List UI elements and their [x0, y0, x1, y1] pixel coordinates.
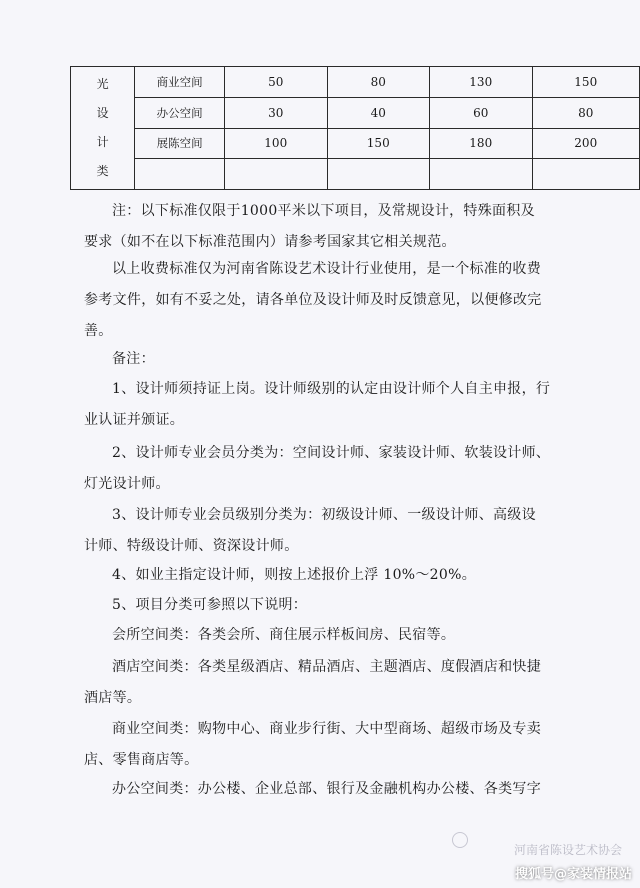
empty-cell: [532, 159, 640, 190]
category-char: 类: [96, 164, 109, 178]
fee-value: 30: [225, 97, 328, 128]
remark-5: 5、项目分类可参照以下说明：: [112, 597, 308, 613]
empty-cell: [225, 159, 328, 190]
fee-value: 200: [532, 128, 640, 159]
remark-1: 1、设计师须持证上岗。设计师级别的认定由设计师个人自主申报，行 业认证并颁证。: [84, 381, 551, 428]
fee-value: 130: [430, 67, 533, 98]
remark-2: 2、设计师专业会员分类为：空间设计师、家装设计师、软装设计师、 灯光设计师。: [84, 445, 551, 492]
row-name: 商业空间: [135, 67, 225, 98]
fee-table: [70, 66, 640, 190]
row-name: 展陈空间: [135, 128, 225, 159]
category-cell: [71, 67, 135, 190]
remark-4: 4、如业主指定设计师，则按上述报价上浮 10%～20%。: [112, 567, 476, 583]
category-char: 计: [96, 135, 109, 149]
footer-watermark: 搜狐号@家装情报站: [514, 866, 632, 882]
fee-value: 50: [225, 67, 328, 98]
fee-value: 150: [327, 128, 430, 159]
empty-cell: [135, 159, 225, 190]
fee-value: 80: [532, 97, 640, 128]
empty-cell: [430, 159, 533, 190]
row-name: 办公空间: [135, 97, 225, 128]
fee-value: 100: [225, 128, 328, 159]
category-office: 办公空间类：办公楼、企业总部、银行及金融机构办公楼、各类写字: [112, 781, 541, 797]
fee-value: 60: [430, 97, 533, 128]
wechat-logo-icon: [452, 832, 468, 848]
note-paragraph: 注：以下标准仅限于1000平米以下项目，及常规设计，特殊面积及 要求（如不在以下标准范围内）请参考国家其它相关规范。: [84, 203, 535, 250]
category-hotel: 酒店空间类：各类星级酒店、精品酒店、主题酒店、度假酒店和快捷 酒店等。: [84, 659, 541, 706]
remarks-title: 备注：: [112, 351, 155, 367]
statement-paragraph: 以上收费标准仅为河南省陈设艺术设计行业使用，是一个标准的收费 参考文件，如有不妥之处，请各单位及设计师及时反馈意见，以便修改完 善。: [84, 261, 542, 339]
category-club: 会所空间类：各类会所、商住展示样板间房、民宿等。: [112, 627, 456, 643]
fee-value: 180: [430, 128, 533, 159]
empty-cell: [327, 159, 430, 190]
category-char: 设: [96, 106, 109, 120]
fee-value: 80: [327, 67, 430, 98]
category-commercial: 商业空间类：购物中心、商业步行街、大中型商场、超级市场及专卖 店、零售商店等。: [84, 721, 541, 768]
association-watermark: 河南省陈设艺术协会: [513, 843, 622, 857]
remark-3: 3、设计师专业会员级别分类为：初级设计师、一级设计师、高级设 计师、特级设计师、资深设计师。: [84, 507, 536, 554]
fee-value: 150: [532, 67, 640, 98]
fee-value: 40: [327, 97, 430, 128]
category-char: 光: [96, 77, 109, 91]
